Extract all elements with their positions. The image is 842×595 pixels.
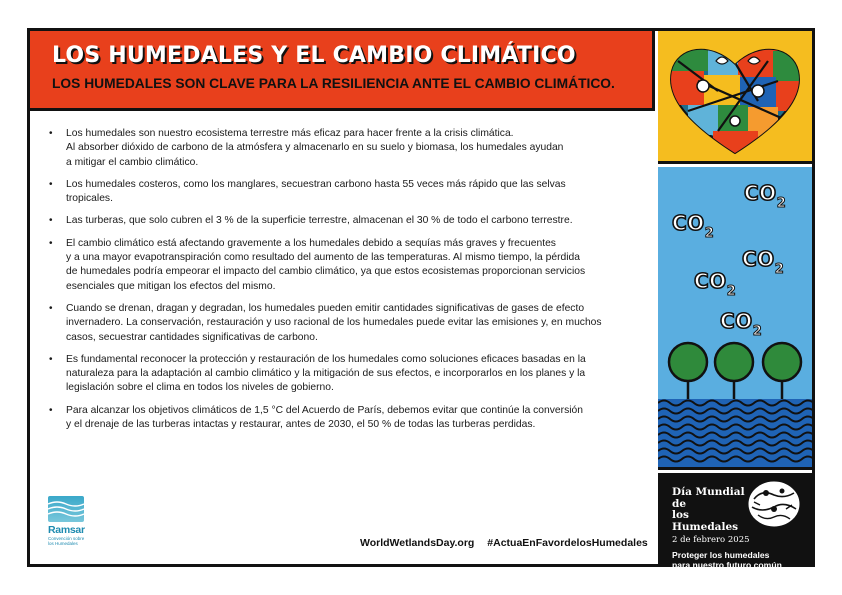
bullet-line: tropicales. (66, 193, 113, 205)
bullet-line: Los humedales costeros, como los manglares, secuestran carbono hasta 55 veces más rápido que las selvas (66, 178, 566, 190)
tree-icon (669, 343, 707, 407)
event-tagline-line: Proteger los humedales (672, 550, 770, 560)
co2-text: CO (744, 181, 777, 205)
bullet-list (42, 127, 640, 432)
bullet-line: de humedales podría empeorar el impacto del cambio climático, ya que estos ecosistemas proporcionan servicios (66, 266, 586, 278)
water-waves-icon (658, 399, 812, 470)
event-panel (658, 473, 812, 570)
heart-illustration-icon (658, 31, 812, 164)
page-subtitle: LOS HUMEDALES SON CLAVE PARA LA RESILIENCIA ANTE EL CAMBIO CLIMÁTICO. (52, 76, 615, 91)
bullet-line: y el drenaje de las turberas intactas y restaurar, antes de 2030, el 50 % de todas las turberas perdidas. (66, 419, 536, 431)
co2-subscript: 2 (774, 262, 785, 277)
footer-links (360, 537, 658, 549)
co2-text: CO (694, 269, 727, 293)
co2-subscript: 2 (704, 226, 715, 241)
bullet-icon: • (49, 353, 53, 365)
bullet-line: a mitigar el cambio climático. (66, 156, 199, 168)
bullet-line: y a una mayor evapotranspiración como resultado del aumento de las temperaturas. Al mismo tiempo, la pérdida (66, 252, 580, 264)
event-title-line: los Humedales (672, 509, 739, 533)
bullet-icon: • (49, 128, 53, 139)
tree-icon (715, 343, 753, 407)
bullet-icon: • (49, 178, 53, 190)
page-title: LOS HUMEDALES Y EL CAMBIO CLIMÁTICO (52, 43, 576, 68)
ramsar-logo[interactable] (48, 496, 86, 558)
trees-and-water-illustration (658, 167, 812, 470)
header-banner (30, 31, 655, 111)
bullet-item (42, 302, 640, 345)
bullet-line: Las turberas, que solo cubren el 3 % de la superficie terrestre, almacenan el 30 % de todo el carbono terrestre. (66, 215, 573, 227)
ramsar-wave-icon (48, 496, 84, 522)
event-title-line: Día Mundial de (672, 486, 745, 510)
hashtag-link[interactable]: #ActuaEnFavordelosHumedales (487, 537, 648, 549)
bullet-line: invernadero. La conservación, restauración y uso racional de los humedales puede evitar las emisiones y, en muchos (66, 317, 602, 329)
bullet-line: Al absorber dióxido de carbono de la atmósfera y almacenarlo en su suelo y biomasa, los humedales ayudan (66, 142, 564, 154)
co2-subscript: 2 (776, 196, 787, 211)
bullet-line: legislación sobre el clima en todos los niveles de gobierno. (66, 382, 334, 394)
bullet-line: El cambio climático está afectando gravemente a los humedales debido a sequías más graves y frecuentes (66, 237, 556, 249)
bullet-item (42, 353, 640, 396)
ramsar-wordmark: Ramsar (48, 524, 85, 536)
co2-text: CO (720, 309, 753, 333)
bullet-icon: • (49, 215, 53, 227)
co2-subscript: 2 (726, 284, 737, 299)
bullet-icon: • (49, 404, 53, 416)
co2-subscript: 2 (752, 324, 763, 339)
bullet-item (42, 127, 640, 170)
bullet-line: casos, secuestrar cantidades significativas de carbono. (66, 331, 318, 343)
bullet-item (42, 404, 640, 433)
content-body (42, 127, 640, 440)
co2-text: CO (672, 211, 705, 235)
heart-illustration-panel (658, 31, 812, 164)
poster-frame (27, 28, 815, 570)
co2-text: CO (742, 247, 775, 271)
ramsar-caption: los Humedales (48, 541, 78, 546)
bullet-line: Para alcanzar los objetivos climáticos de 1,5 °C del Acuerdo de París, debemos evitar que continúe la conversión (66, 404, 583, 416)
event-tagline-line: para nuestro futuro común (672, 560, 782, 570)
event-date: 2 de febrero 2025 (672, 535, 750, 545)
bullet-item (42, 178, 640, 207)
bullet-icon: • (49, 237, 53, 249)
bullet-line: Cuando se drenan, dragan y degradan, los humedales pueden emitir cantidades significativas de gases de efecto (66, 302, 585, 314)
event-title (672, 487, 752, 533)
event-tagline (672, 550, 812, 570)
bullet-line: esenciales que mitigan los efectos del mismo. (66, 280, 276, 292)
bullet-item (42, 237, 640, 294)
bullet-item (42, 214, 640, 228)
bullet-icon: • (49, 302, 53, 314)
bullet-line: naturaleza para la adaptación al cambio climático y la mitigación de sus efectos, e incorporarlos en los planes y la (66, 368, 586, 380)
climate-illustration-panel (658, 167, 812, 470)
bullet-line: Los humedales son nuestro ecosistema terrestre más eficaz para hacer frente a la crisis climática. (66, 128, 514, 139)
tree-icon (763, 343, 801, 407)
ramsar-caption: Convención sobre (48, 536, 85, 541)
world-wetlands-day-logo-icon (746, 479, 802, 529)
bullet-line: Es fundamental reconocer la protección y restauración de los humedales como soluciones eficaces basadas en la (66, 353, 586, 365)
website-link[interactable]: WorldWetlandsDay.org (360, 537, 475, 549)
